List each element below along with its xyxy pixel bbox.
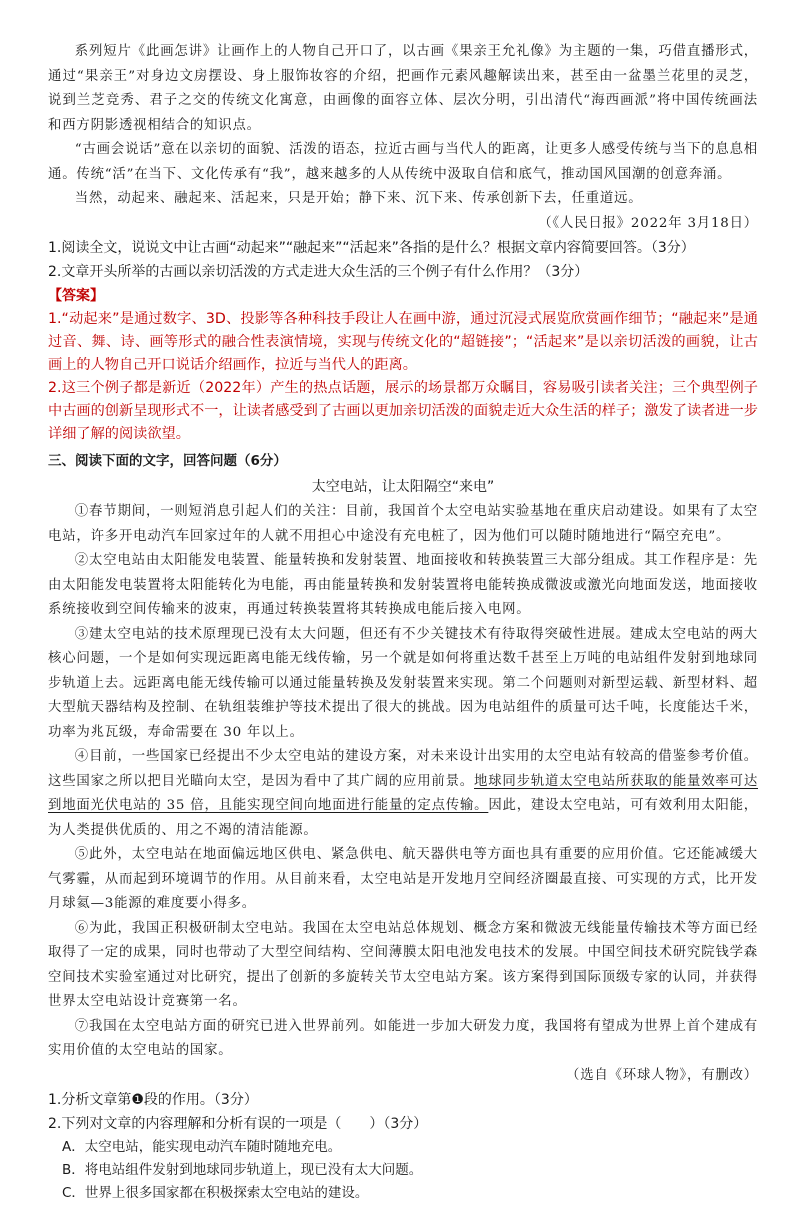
answer-label: 【答案】 xyxy=(48,288,104,304)
article-question-2: 2.下列对文章的内容理解和分析有误的一项是（ ）（3分） xyxy=(48,1116,428,1132)
article-source: （选自《环球人物》，有删改） xyxy=(566,1067,758,1083)
option-c: C．世界上很多国家都在积极探索太空电站的建设。 xyxy=(62,1185,369,1201)
paragraph-4-end: 因此，建设太空电站，可有效利用太阳能，为人类提供优质的、用之不竭的清洁能源。 xyxy=(48,798,758,838)
article-paragraph-4 xyxy=(48,745,758,843)
paragraph-4-start: ④目前，一些国家已经提出不少太空电站的建设方案，对未来设计出实用的太空电站有较高的借鉴参考价值。这些国家之所以把目光瞄向太空，是因为看中了其广阔的应用前景。 xyxy=(48,749,758,789)
passage-source: （《人民日报》2022年 3月18日） xyxy=(538,215,758,231)
section-heading: 三、阅读下面的文字，回答问题（6分） xyxy=(48,453,287,469)
passage-paragraph: 当然，动起来、融起来、活起来，只是开始；静下来、沉下来、传承创新下去，任重道远。 xyxy=(74,191,643,206)
option-b: B．将电站组件发射到地球同步轨道上，现已没有太大问题。 xyxy=(62,1162,423,1178)
question-2: 2.文章开头所举的古画以亲切活泼的方式走进大众生活的三个例子有什么作用？（3分） xyxy=(48,264,589,280)
option-a: A．太空电站，能实现电动汽车随时随地充电。 xyxy=(62,1139,342,1155)
article-paragraph-6: ⑥为此，我国正积极研制太空电站。我国在太空电站总体规划、概念方案和微波无线能量传输技术等方面已经取得了一定的成果，同时也带动了大型空间结构、空间薄膜太阳电池发电技术的发展。中国空间技术研究院钱学森空间技术实验室通过对比研究，提出了创新的多旋转关节太空电站方案。该方案得到国际顶级专家的认同，并获得世界太空电站设计竞赛第一名。 xyxy=(48,920,758,1009)
article-paragraph-7: ⑦我国在太空电站方面的研究已进入世界前列。如能进一步加大研发力度，我国将有望成为世界上首个建成有实用价值的太空电站的国家。 xyxy=(48,1018,758,1058)
passage-paragraph: “古画会说话”意在以亲切的面貌、活泼的语态，拉近古画与当代人的距离，让更多人感受传统与当下的息息相通。传统“活”在当下、文化传承有“我”，越来越多的人从传统中汲取自信和底气，推动国风国潮的创意奔涌。 xyxy=(48,142,758,182)
article-title: 太空电站，让太阳隔空“来电” xyxy=(311,479,495,495)
article-paragraph-1: ①春节期间，一则短消息引起人们的关注：目前，我国首个太空电站实验基地在重庆启动建设。如果有了太空电站，许多开电动汽车回家过年的人就不用担心中途没有充电桩了，因为他们可以随时随地进行“隔空充电”。 xyxy=(48,504,758,544)
question-1: 1.阅读全文，说说文中让古画“动起来”“融起来”“活起来”各指的是什么？根据文章内容简要回答。（3分） xyxy=(48,240,695,256)
article-paragraph-3: ③建太空电站的技术原理现已没有太大问题，但还有不少关键技术有待取得突破性进展。建成太空电站的两大核心问题，一个是如何实现远距离电能无线传输，另一个就是如何将重达数千甚至上万吨的电站组件发射到地球同步轨道上去。远距离电能无线传输可以通过能量转换及发射装置来实现。第二个问题则对新型运载、新型材料、超大型航天器结构及控制、在轨组装维护等技术提出了很大的挑战。因为电站组件的质量可达千吨，长度能达千米，功率为兆瓦级，寿命需要在 30 年以上。 xyxy=(48,626,758,740)
article-question-1: 1.分析文章第❶段的作用。（3分） xyxy=(48,1092,258,1108)
article-paragraph-5: ⑤此外，太空电站在地面偏远地区供电、紧急供电、航天器供电等方面也具有重要的应用价值。它还能减缓大气雾霾，从而起到环境调节的作用。从目前来看，太空电站是开发地月空间经济圈最直接、可实现的方式，比开发月球氦—3能源的难度要小得多。 xyxy=(48,847,758,911)
article-paragraph-2: ②太空电站由太阳能发电装置、能量转换和发射装置、地面接收和转换装置三大部分组成。其工作程序是：先由太阳能发电装置将太阳能转化为电能，再由能量转换和发射装置将电能转换成微波或激光向地面发送，地面接收系统接收到空间传输来的波束，再通过转换装置将其转换成电能后接入电网。 xyxy=(48,553,758,617)
passage-paragraph: 系列短片《此画怎讲》让画作上的人物自己开口了，以古画《果亲王允礼像》为主题的一集，巧借直播形式，通过“果亲王”对身边文房摆设、身上服饰妆容的介绍，把画作元素风趣解读出来，甚至由一盆墨兰花里的灵芝，说到兰芝竞秀、君子之交的传统文化寓意，由画像的面容立体、层次分明，引出清代“海西画派”将中国传统画法和西方阴影透视相结合的知识点。 xyxy=(48,44,758,133)
answer-2: 2.这三个例子都是新近（2022年）产生的热点话题，展示的场景都万众瞩目，容易吸引读者关注；三个典型例子中古画的创新呈现形式不一，让读者感受到了古画以更加亲切活泼的面貌走近大众生活的样子；激发了读者进一步详细了解的阅读欲望。 xyxy=(48,380,758,442)
answer-1: 1.“动起来”是通过数字、3D、投影等各种科技手段让人在画中游，通过沉浸式展览欣赏画作细节；“融起来”是通过音、舞、诗、画等形式的融合性表演情境，实现与传统文化的“超链接”；“活起来”是以亲切活泼的画貌，让古画上的人物自己开口说话介绍画作，拉近与当代人的距离。 xyxy=(48,311,758,373)
underlined-sentence: 地球同步轨道太空电站所获取的能量效率可达到地面光伏电站的 35 倍，且能实现空间向地面进行能量的定点传输。 xyxy=(48,773,759,813)
